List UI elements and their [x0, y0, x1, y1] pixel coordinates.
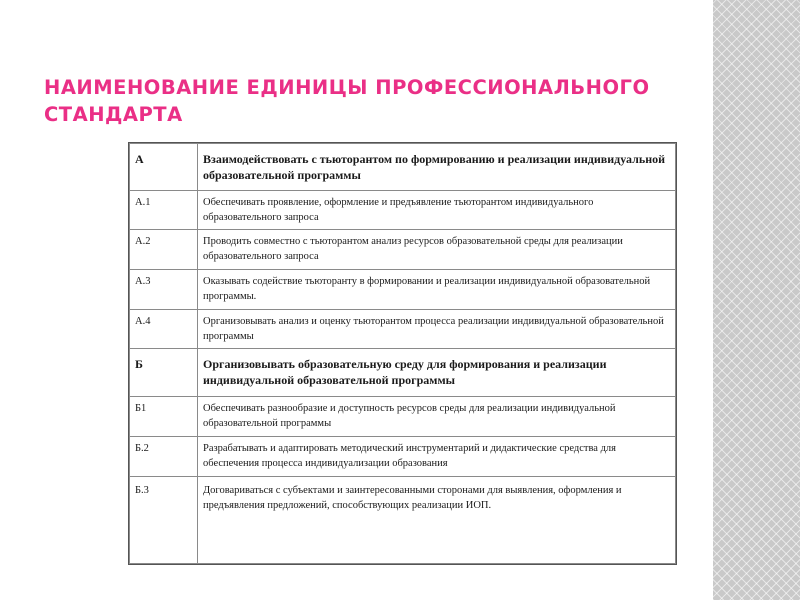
row-text: Оказывать содействие тьюторанту в формировании и реализации индивидуальной образовательной программы.: [198, 270, 676, 310]
slide-title: НАИМЕНОВАНИЕ ЕДИНИЦЫ ПРОФЕССИОНАЛЬНОГО СТАНДАРТА: [44, 76, 650, 126]
row-text: Взаимодействовать с тьюторантом по формированию и реализации индивидуальной образовательной программы: [198, 144, 676, 191]
table-row: [130, 230, 676, 270]
table-row: [130, 397, 676, 437]
row-code: А: [130, 144, 198, 191]
standard-table: [128, 142, 677, 565]
decorative-side-stripe: [713, 0, 800, 600]
row-text: Обеспечивать разнообразие и доступность ресурсов среды для реализации индивидуальной образовательной программы: [198, 397, 676, 437]
row-code: А.4: [130, 310, 198, 349]
table-row: [130, 144, 676, 191]
table-row: [130, 349, 676, 397]
table-row: [130, 191, 676, 230]
row-text: Организовывать анализ и оценку тьюторантом процесса реализации индивидуальной образовательной программы: [198, 310, 676, 349]
row-code: Б.2: [130, 437, 198, 477]
row-text: Обеспечивать проявление, оформление и предъявление тьюторантом индивидуального образовательного запроса: [198, 191, 676, 230]
row-code: А.3: [130, 270, 198, 310]
table-row: [130, 310, 676, 349]
row-code: Б.3: [130, 477, 198, 564]
row-code: Б: [130, 349, 198, 397]
row-text: Организовывать образовательную среду для формирования и реализации индивидуальной образовательной программы: [198, 349, 676, 397]
table-row: [130, 477, 676, 564]
row-text: Разрабатывать и адаптировать методический инструментарий и дидактические средства для обеспечения процесса индивидуализации образования: [198, 437, 676, 477]
row-text: Договариваться с субъектами и заинтересованными сторонами для выявления, оформления и предъявления предложений, способствующих реализации ИОП.: [198, 477, 676, 564]
table-row: [130, 270, 676, 310]
row-code: Б1: [130, 397, 198, 437]
row-code: А.1: [130, 191, 198, 230]
row-code: А.2: [130, 230, 198, 270]
row-text: Проводить совместно с тьюторантом анализ ресурсов образовательной среды для реализации образовательного запроса: [198, 230, 676, 270]
table-row: [130, 437, 676, 477]
